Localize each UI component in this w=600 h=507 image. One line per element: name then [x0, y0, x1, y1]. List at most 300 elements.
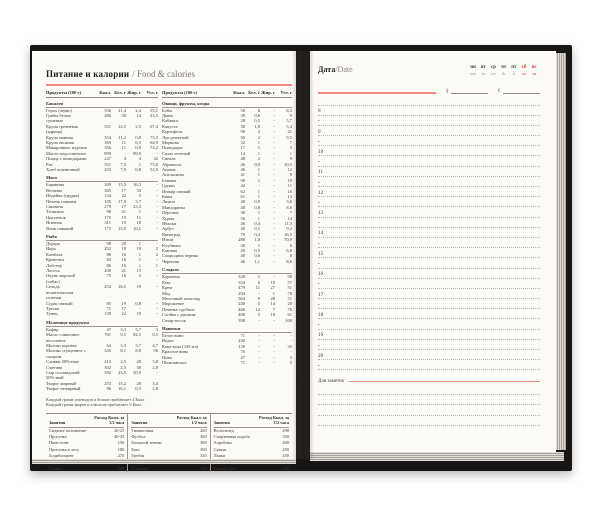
food-kcal: 311 [104, 220, 111, 226]
food-carbs: - [156, 225, 158, 231]
food-fat: - [273, 134, 275, 140]
food-fat: - [273, 210, 275, 216]
food-product-name: Лимон [162, 199, 175, 205]
food-protein: 19 [121, 214, 126, 220]
food-product-name: Сметана [46, 364, 63, 370]
date-label-ru: Дата [318, 65, 336, 74]
food-carbs: - [156, 241, 158, 247]
food-carbs: 61 [287, 312, 292, 318]
food-protein: 16 [121, 273, 126, 279]
food-fat: - [273, 317, 275, 323]
food-kcal: 39 [240, 112, 245, 118]
bullet-row [318, 197, 540, 207]
food-carbs: 1 [155, 262, 158, 268]
food-fat: 3,7 [135, 342, 141, 348]
food-carbs: 32 [153, 156, 158, 162]
food-protein: 9 [257, 295, 260, 301]
note-write-line [318, 405, 540, 415]
food-row [46, 311, 158, 316]
hour-label: 16 [318, 271, 324, 278]
food-protein: 19 [121, 220, 126, 226]
food-fat: - [273, 237, 275, 243]
food-fat: - [273, 354, 275, 360]
food-carbs: - [156, 268, 158, 274]
left-page-content [46, 69, 292, 472]
food-fat: - [273, 107, 275, 113]
bullet-row [318, 258, 540, 268]
activity-row [131, 466, 206, 472]
food-product-name: Свекла [162, 156, 176, 162]
food-protein: - [258, 317, 260, 323]
food-carbs: - [290, 332, 292, 338]
food-row [46, 386, 158, 391]
symbol-field-2 [498, 89, 540, 94]
activity-name: Пинг-понг [49, 440, 69, 446]
food-product-name: Печень говяжья [46, 198, 77, 204]
food-carbs: 56 [153, 348, 158, 354]
title-underline [46, 84, 292, 86]
food-product-name: Кефир [46, 326, 59, 332]
food-product-name: Бобы [162, 107, 173, 113]
food-protein: 17 [121, 305, 126, 311]
food-fat: - [273, 139, 275, 145]
food-kcal: 200 [104, 268, 111, 274]
food-product-name: Крупа манная [46, 134, 73, 140]
food-protein: - [258, 183, 260, 189]
food-protein: 1,8 [254, 123, 260, 129]
food-fat: 10,1 [133, 225, 141, 231]
food-kcal: 213 [104, 359, 111, 365]
food-carbs: 6,8 [286, 248, 292, 254]
hour-row [318, 187, 540, 197]
weekday-su: su [532, 71, 537, 76]
food-product-name: Мороженое [162, 301, 185, 307]
activity-name: Плавание [131, 465, 150, 471]
food-carbs: 6 [289, 242, 292, 248]
food-product-name: Масло сливочное несоленое [46, 332, 80, 343]
food-carbs: - [290, 338, 292, 344]
food-protein: 0,4 [254, 221, 260, 227]
food-kcal: 71 [106, 305, 111, 311]
weekday-we: we [491, 71, 496, 76]
activity-burn-value: 180 [117, 446, 125, 452]
activity-burn-value: 200 [200, 427, 207, 433]
food-protein: - [258, 290, 260, 296]
food-product-name: Черешня [162, 258, 180, 264]
calorie-footnotes [46, 397, 292, 408]
food-carbs: 16,5 [284, 231, 292, 237]
food-kcal: 139 [238, 343, 245, 349]
activity-header-burn: Расход Ккал. за 1/2 часа [258, 415, 289, 426]
food-product-name: Макаронные изделия [46, 145, 87, 151]
activity-name: Большой теннис [131, 440, 163, 446]
food-product-name: Камбала [46, 251, 63, 257]
food-kcal: 139 [104, 311, 111, 317]
food-carbs: - [156, 193, 158, 199]
food-kcal: 175 [104, 214, 111, 220]
date-label-en: /Date [335, 65, 353, 74]
food-carbs: 3 [289, 145, 292, 151]
food-fat: 27 [270, 285, 275, 291]
weekday-вс: вс [531, 65, 537, 70]
food-protein: - [258, 332, 260, 338]
food-calories-table [46, 90, 292, 392]
food-protein: 2 [257, 156, 260, 162]
hour-label: 8 [318, 108, 321, 115]
food-fat: 0,5 [135, 386, 141, 392]
food-protein: 1 [257, 145, 260, 151]
food-fat: 30,9 [133, 369, 141, 375]
food-product-name: Лосось [46, 268, 60, 274]
bullet-marker: • [318, 240, 320, 246]
food-protein: 12 [255, 306, 260, 312]
food-fat: 11 [136, 214, 141, 220]
food-fat: - [273, 129, 275, 135]
food-carbs: 3 [289, 354, 292, 360]
food-header-product: Продукты (100 г) [162, 90, 198, 95]
food-protein: 11 [121, 145, 126, 151]
food-protein: 8,1 [120, 348, 126, 354]
food-product-name: Мандарины [162, 204, 185, 210]
euro-symbol: € [498, 88, 501, 94]
food-product-name: Хлеб пшеничный [46, 166, 80, 172]
food-protein: 4 [123, 156, 126, 162]
food-carbs: - [156, 305, 158, 311]
notes-write-line [349, 381, 540, 382]
food-kcal: 30 [240, 242, 245, 248]
food-fat: 4 [138, 156, 141, 162]
food-section-title: Молочные продукты [46, 320, 158, 327]
food-protein: 16 [121, 251, 126, 257]
food-fat: 0,9 [135, 145, 141, 151]
food-protein: 12,5 [118, 123, 126, 129]
food-product-name: Персики [162, 210, 179, 216]
food-product-name: Изюм [162, 237, 174, 243]
food-carbs: 19 [287, 177, 292, 183]
food-protein: 2 [257, 134, 260, 140]
food-fat: 30 [136, 364, 141, 370]
food-fat: 0,8 [135, 166, 141, 172]
food-protein: 1 [257, 150, 260, 156]
activity-burn-value: 450 [282, 446, 289, 452]
food-kcal: 90 [240, 129, 245, 135]
food-carbs: 3,4 [152, 380, 158, 386]
food-fat: 33 [136, 187, 141, 193]
date-header [318, 65, 540, 77]
food-fat: 0,8 [135, 300, 141, 306]
food-kcal: 240 [238, 338, 245, 344]
food-kcal: 47 [240, 354, 245, 360]
food-kcal: 40 [240, 204, 245, 210]
activity-burn-value: 300 [117, 465, 125, 471]
food-protein: 11 [255, 285, 260, 291]
activity-burn-value: 300 [200, 446, 207, 452]
food-product-name: Дыня [162, 112, 173, 118]
food-carbs: 8,6 [286, 258, 292, 264]
food-kcal: 86 [106, 262, 111, 268]
bullet-marker: • [318, 281, 320, 287]
activity-burn-value: 300 [200, 440, 207, 446]
food-protein: - [258, 343, 260, 349]
activity-name: Аэробика [213, 440, 232, 446]
food-kcal: 356 [104, 145, 111, 151]
food-carbs: 51 [287, 295, 292, 301]
food-kcal: 86 [106, 386, 111, 392]
weekday-вт: вт [480, 65, 486, 70]
date-fill-row [318, 89, 540, 94]
food-fat: - [273, 215, 275, 221]
food-protein: 7,9 [120, 166, 126, 172]
food-fat: - [139, 305, 141, 311]
food-carbs: 9 [289, 156, 292, 162]
food-protein: 21 [121, 268, 126, 274]
food-fat: - [273, 253, 275, 259]
food-product-name: Смородина черная [162, 253, 198, 259]
food-protein: 1 [257, 188, 260, 194]
bullet-marker: • [318, 342, 320, 348]
page-stack-edge-bottom-right [310, 452, 564, 461]
food-carbs: 11 [287, 183, 292, 189]
food-protein: 21 [121, 209, 126, 215]
food-fat: - [273, 145, 275, 151]
food-kcal: 334 [238, 279, 245, 285]
food-kcal: 253 [104, 380, 111, 386]
food-kcal: 86 [106, 251, 111, 257]
right-page [310, 51, 556, 452]
food-kcal: 17 [240, 145, 245, 151]
food-product-name: Лук репчатый [162, 134, 189, 140]
activity-burn-value: 350 [200, 465, 207, 471]
hour-label: 17 [318, 291, 324, 298]
food-protein: 17,9 [118, 198, 126, 204]
food-fat: 14 [270, 301, 275, 307]
food-carbs: 11,3 [284, 221, 292, 227]
food-kcal: 345 [104, 348, 111, 354]
food-row [162, 259, 292, 264]
hour-label: 11 [318, 169, 323, 176]
food-kcal: 32 [240, 139, 245, 145]
food-kcal: 26 [240, 248, 245, 254]
food-kcal: 50 [240, 134, 245, 140]
food-product-name: Пицца с помидорами [46, 156, 87, 162]
food-kcal: 479 [238, 285, 245, 291]
food-fat: - [273, 118, 275, 124]
activity-burn-value: 300 [200, 434, 207, 440]
food-protein: - [124, 150, 126, 156]
food-product-name: Язык говяжий [46, 225, 74, 231]
food-fat: - [273, 123, 275, 129]
bullet-marker: • [318, 159, 320, 165]
food-protein: 21,4 [118, 107, 126, 113]
food-carbs: 5,7 [286, 118, 292, 124]
food-fat: 6,5 [135, 139, 141, 145]
food-fat: 0,8 [135, 134, 141, 140]
food-kcal: 330 [238, 274, 245, 280]
food-kcal: 62 [240, 188, 245, 194]
activity-name: Теннис [49, 465, 63, 471]
food-protein: 0,5 [120, 332, 126, 338]
bullet-row [318, 116, 540, 126]
food-fat: - [273, 258, 275, 264]
food-product-name: Салат зеленый [162, 150, 191, 156]
weekday-th: th [502, 71, 506, 76]
food-product-name: Шампанское [162, 359, 187, 365]
food-kcal: 392 [104, 369, 111, 375]
food-product-name: Картофель [162, 129, 183, 135]
food-kcal: 240 [238, 301, 245, 307]
symbol-write-line [503, 93, 541, 94]
food-fat: 19 [136, 284, 141, 290]
food-product-name: Морковь [162, 139, 179, 145]
activity-name: Гребля [131, 452, 145, 458]
planner-book [30, 45, 572, 471]
food-kcal: 84 [106, 257, 111, 263]
food-carbs: 9 [289, 172, 292, 178]
food-kcal: 280 [238, 237, 245, 243]
food-product-name: Пиво [162, 354, 173, 360]
food-protein: 0,5 [254, 226, 260, 232]
symbol-field-1 [446, 89, 488, 94]
food-product-name: Треска [46, 305, 60, 311]
food-product-name: Творог нежирный [46, 386, 81, 392]
weekday-mo: mo [470, 71, 476, 76]
food-kcal: 14 [240, 150, 245, 156]
food-kcal: 42 [240, 183, 245, 189]
food-fat: - [273, 161, 275, 167]
bullet-marker: • [318, 199, 320, 205]
food-product-name: Печенье сдобное [162, 306, 195, 312]
food-product-name: Креветки [46, 257, 64, 263]
food-fat: - [273, 359, 275, 365]
hour-row [318, 126, 540, 136]
food-product-name: Молоко сгущенное с сахаром [46, 348, 86, 359]
food-carbs: 35 [287, 343, 292, 349]
food-carbs: 100 [285, 317, 292, 323]
food-product-name: Икра [46, 246, 56, 252]
activity-name: Сидячее положение [49, 427, 87, 433]
food-fat: 1 [138, 209, 141, 215]
weekday-fr: fr [512, 71, 516, 76]
food-product-name: Молоко коровье [46, 342, 77, 348]
food-header-carbs: Угл. г [280, 90, 292, 95]
food-carbs: 7 [289, 210, 292, 216]
food-protein: 1 [257, 194, 260, 199]
food-product-name: Яблоки [162, 221, 177, 227]
food-carbs: 5,4 [286, 123, 292, 129]
food-kcal: 302 [104, 364, 111, 370]
food-carbs: 5 [289, 359, 292, 365]
food-fat: - [273, 183, 275, 189]
food-carbs: - [156, 369, 158, 375]
food-protein: 17 [121, 187, 126, 193]
food-carbs: 9,2 [286, 226, 292, 232]
food-carbs: 16 [287, 188, 292, 194]
food-protein: 0,6 [254, 112, 260, 118]
food-kcal: 351 [104, 161, 111, 167]
food-fat: - [273, 274, 275, 280]
food-carbs: - [156, 311, 158, 317]
food-protein: 3,3 [120, 326, 126, 332]
food-row [46, 113, 158, 124]
food-protein: 3,3 [120, 342, 126, 348]
food-kcal: 71 [240, 359, 245, 365]
page-title [46, 69, 292, 80]
food-product-name: Лобстер [46, 262, 62, 268]
food-protein: - [258, 354, 260, 360]
food-row [46, 226, 158, 231]
food-fat: 3,7 [135, 326, 141, 332]
food-kcal: 173 [104, 225, 111, 231]
bullet-row [318, 177, 540, 187]
food-fat: 19 [136, 311, 141, 317]
food-carbs: 3,8 [152, 359, 158, 365]
food-fat: - [273, 349, 275, 355]
food-protein: 22 [121, 193, 126, 199]
food-product-name: Арбуз [162, 226, 174, 232]
activity-header-label: Занятия [213, 420, 230, 426]
activity-name: Футбол [131, 434, 146, 440]
food-product-name: Творог жирный [46, 380, 76, 386]
food-fat: - [273, 338, 275, 344]
food-product-name: Груши [162, 183, 175, 189]
food-kcal: 58 [240, 107, 245, 113]
food-fat: 1 [138, 251, 141, 257]
food-section-title: Рыба [46, 234, 158, 241]
food-protein: 0,5 [254, 118, 260, 124]
food-carbs: 12 [287, 166, 292, 172]
bullet-marker: • [318, 322, 320, 328]
food-fat: - [273, 204, 275, 210]
food-protein: 16,1 [118, 386, 126, 392]
food-carbs: 2 [155, 251, 158, 257]
food-carbs: 9 [289, 112, 292, 118]
food-kcal: 279 [104, 204, 111, 209]
activity-header-row [49, 414, 124, 428]
note-write-line [318, 416, 540, 426]
food-product-name: Ягненок [46, 220, 63, 226]
activity-name: Гимнастика [131, 427, 154, 433]
hour-row [318, 309, 540, 319]
food-fat: - [273, 194, 275, 199]
bullet-row [318, 218, 540, 228]
section-symbol: § [446, 88, 449, 94]
food-kcal: 460 [238, 306, 245, 312]
hour-label: 18 [318, 311, 324, 318]
food-header-protein: Бел. г [114, 90, 126, 95]
food-protein: 5 [257, 312, 260, 318]
bullet-row [318, 340, 540, 350]
hour-label: 13 [318, 210, 324, 217]
food-fat: 3,7 [135, 198, 141, 204]
food-header-kcal: Ккал. [233, 90, 245, 95]
food-carbs: - [156, 198, 158, 204]
weekday-сб: сб [521, 65, 527, 70]
food-header-row [46, 90, 158, 98]
food-protein: 15,2 [118, 380, 126, 386]
food-product-name: Слойка с джемом [162, 312, 196, 318]
food-protein: 30 [121, 112, 126, 118]
food-product-name: Цыпленок [46, 214, 66, 220]
food-protein: 15,5 [118, 225, 126, 231]
food-row [46, 370, 158, 381]
page-stack-edge-right [556, 53, 566, 450]
food-product-name: Виноград [162, 231, 181, 237]
food-kcal: 41 [240, 172, 245, 178]
food-fat: 1 [138, 161, 141, 167]
food-kcal: 134 [104, 193, 111, 199]
food-row [46, 167, 158, 172]
activity-name: Прогулка в лесу [49, 446, 80, 452]
